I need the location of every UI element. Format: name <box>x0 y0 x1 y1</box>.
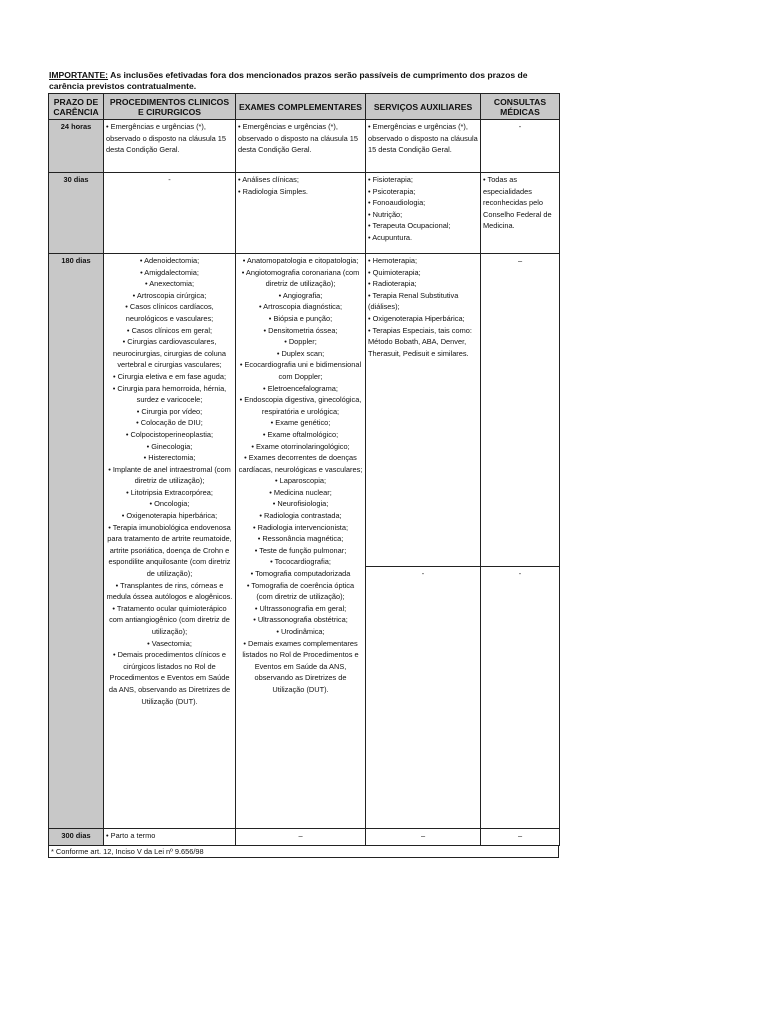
list-item: • Exame otorrinolaringológico; <box>251 441 350 451</box>
list-item: • Endoscopia digestiva, ginecológica, respiratória e urológica; <box>239 395 362 416</box>
list-item: • Ultrassonografia em geral; <box>254 603 347 613</box>
list-item: • Tococardiografia; <box>270 557 331 567</box>
list-item: • Histerectomia; <box>143 453 196 463</box>
list-item: • Tomografia computadorizada <box>250 569 351 579</box>
row-24-horas <box>49 120 560 173</box>
list-item: • Tratamento ocular quimioterápico com antiangiogênico (com diretriz de utilização); <box>109 603 230 636</box>
row-30-dias <box>49 173 560 254</box>
list-item: • Exames decorrentes de doenças cardíacas, neurológicas e vasculares; <box>238 453 363 474</box>
list-item: • Radioterapia; <box>368 279 417 289</box>
list-item: • Oxigenoterapia Hiperbárica; <box>368 313 465 323</box>
list-item: • Eletroencefalograma; <box>263 383 338 393</box>
list-item: • Angiotomografia coronariana (com diretriz de utilização); <box>241 267 360 289</box>
consultas-cell: – <box>481 829 560 846</box>
list-item: • Hemoterapia; <box>368 256 418 265</box>
consultas-cell <box>481 173 560 254</box>
list-item: • Radiologia Simples. <box>238 186 308 196</box>
list-item: • Neurofisiologia; <box>272 499 329 509</box>
list-item: • Emergências e urgências (*), observado o disposto na cláusula 15 desta Condição Geral. <box>238 122 358 155</box>
list-item: • Vasectomia; <box>147 638 192 648</box>
list-item: • Casos clínicos cardíacos, neurológicos e vasculares; <box>125 302 214 323</box>
list-item: • Cirurgia por vídeo; <box>136 406 203 416</box>
consultas-cell: - <box>481 120 560 173</box>
intro-note <box>49 70 549 92</box>
list-item: • Fisioterapia; <box>368 175 413 184</box>
row-180-dias-top <box>49 254 560 567</box>
row-300-dias <box>49 829 560 846</box>
list-item: • Litotripsia Extracorpórea; <box>126 487 213 497</box>
list-item: • Doppler; <box>284 337 317 347</box>
intro-text: As inclusões efetivadas fora dos mencionados prazos serão passíveis de cumprimento dos prazos de carência previstos contratualmente. <box>49 70 528 91</box>
servicos-cell <box>366 173 481 254</box>
list-item: • Urodinâmica; <box>276 627 325 636</box>
procedimentos-cell: • Parto a termo <box>104 829 236 846</box>
list-item: • Exame oftalmológico; <box>262 429 339 439</box>
list-item: • Casos clínicos em geral; <box>126 325 213 335</box>
exames-cell <box>236 120 366 173</box>
procedimentos-cell: - <box>104 173 236 254</box>
list-item: • Terapias Especiais, tais como: Método Bobath, ABA, Denver, Therasuit, Pedisuit e similares. <box>368 325 472 358</box>
list-item: • Análises clínicas; <box>238 175 299 184</box>
prazo-cell: 300 dias <box>49 829 104 846</box>
header-row <box>49 94 560 120</box>
list-item: • Duplex scan; <box>276 348 325 358</box>
list-item: • Radiologia contrastada; <box>259 511 342 521</box>
list-item: • Emergências e urgências (*), observado o disposto na cláusula 15 desta Condição Geral. <box>106 122 226 155</box>
consultas-cell: – <box>481 254 560 567</box>
list-item: • Angiografia; <box>278 290 323 300</box>
list-item: • Laparoscopia; <box>274 476 327 486</box>
list-item: • Quimioterapia; <box>368 267 421 277</box>
list-item: • Ressonância magnética; <box>257 534 344 544</box>
procedimentos-cell <box>104 120 236 173</box>
header-servicos: SERVIÇOS AUXILIARES <box>366 94 481 120</box>
list-item: • Nutrição; <box>368 209 403 219</box>
list-item: • Densitometria óssea; <box>263 325 338 335</box>
list-item: • Todas as especialidades reconhecidas pelo Conselho Federal de Medicina. <box>483 175 552 231</box>
list-item: • Cirurgias cardiovasculares, neurocirurgias, cirurgias de coluna vertebral e cirurgias vasculares; <box>113 337 226 370</box>
list-item: • Ecocardiografia uni e bidimensional com Doppler; <box>239 360 362 381</box>
list-item: • Colpocistoperineoplastia; <box>125 429 214 439</box>
list-item: • Implante de anel intraestromal (com diretriz de utilização); <box>108 464 231 486</box>
list-item: • Colocação de DIU; <box>136 418 203 428</box>
header-prazo: PRAZO DE CARÊNCIA <box>49 94 104 120</box>
list-item: • Demais procedimentos clínicos e cirúrgicos listados no Rol de Procedimentos e Eventos em Saúde da ANS, observando as Diretrizes de Utilização (DUT). <box>108 650 231 706</box>
list-item: • Artroscopia cirúrgica; <box>132 290 207 300</box>
list-item: • Artroscopia diagnóstica; <box>258 302 343 312</box>
exames-cell <box>236 173 366 254</box>
list-item: • Acupuntura. <box>368 232 413 242</box>
procedimentos-cell <box>104 254 236 829</box>
list-item: • Tomografia de coerência óptica (com diretriz de utilização); <box>246 580 355 602</box>
list-item: • Emergências e urgências (*), observado o disposto na cláusula 15 desta Condição Geral. <box>368 122 478 155</box>
list-item: • Anatomopatologia e citopatologia; <box>242 256 359 265</box>
list-item: • Medicina nuclear; <box>269 487 332 497</box>
list-item: • Transplantes de rins, córneas e medula óssea autólogos e alogênicos. <box>106 580 233 602</box>
consultas-cell: - <box>481 567 560 829</box>
header-procedimentos: PROCEDIMENTOS CLINICOS E CIRURGICOS <box>104 94 236 120</box>
list-item: • Terapeuta Ocupacional; <box>368 221 451 231</box>
list-item: • Cirurgia para hemorroida, hérnia, surdez e varicocele; <box>112 383 227 405</box>
header-consultas: CONSULTAS MÉDICAS <box>481 94 560 120</box>
list-item: • Biópsia e punção; <box>268 313 333 323</box>
prazo-cell: 180 dias <box>49 254 104 829</box>
list-item: • Anexectomia; <box>144 279 194 289</box>
list-item: • Cirurgia eletiva e em fase aguda; <box>112 371 227 381</box>
list-item: • Fonoaudiologia; <box>368 198 426 208</box>
list-item: • Oxigenoterapia hiperbárica; <box>121 511 218 521</box>
prazo-cell: 24 horas <box>49 120 104 173</box>
list-item: • Exame genético; <box>270 418 331 428</box>
prazo-cell: 30 dias <box>49 173 104 254</box>
list-item: • Amigdalectomia; <box>140 267 199 277</box>
list-item: • Terapia Renal Substitutiva (diálises); <box>368 290 459 312</box>
list-item: • Demais exames complementares listados no Rol de Procedimentos e Eventos em Saúde da ANS, observando as Diretrizes de Utilização (DUT). <box>242 638 359 694</box>
list-item: • Terapia imunobiológica endovenosa para tratamento de artrite reumatoide, artrite psoriática, doença de Crohn e espondilite anquilosante (com diretriz de utilização); <box>107 522 232 579</box>
exames-cell: – <box>236 829 366 846</box>
list-item: • Teste de função pulmonar; <box>254 545 347 555</box>
list-item: • Ginecologia; <box>146 441 193 451</box>
list-item: • Ultrassonografia obstétrica; <box>253 615 348 625</box>
servicos-cell <box>366 120 481 173</box>
list-item: • Adenoidectomia; <box>139 256 200 265</box>
exames-cell <box>236 254 366 829</box>
carencia-table <box>48 93 560 846</box>
header-exames: EXAMES COMPLEMENTARES <box>236 94 366 120</box>
footnote: * Conforme art. 12, Inciso V da Lei nº 9.656/98 <box>48 846 559 858</box>
list-item: • Oncologia; <box>149 499 190 509</box>
intro-label: IMPORTANTE: <box>49 70 109 80</box>
servicos-cell: – <box>366 829 481 846</box>
list-item: • Psicoterapia; <box>368 186 416 196</box>
list-item: • Radiologia intervencionista; <box>252 522 349 532</box>
servicos-cell: - <box>366 567 481 829</box>
servicos-cell <box>366 254 481 567</box>
